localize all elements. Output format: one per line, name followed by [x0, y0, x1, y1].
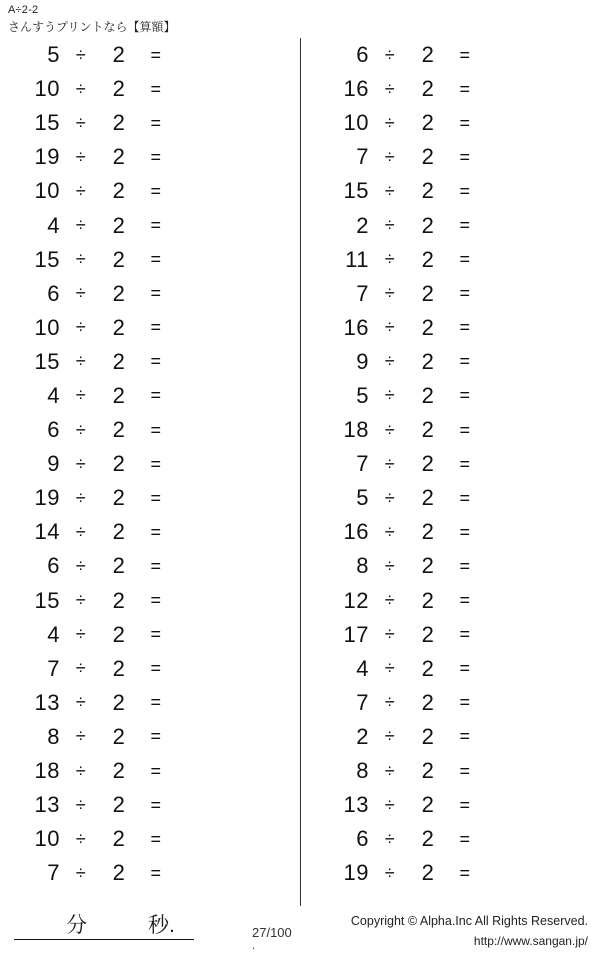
problem-row [0, 686, 300, 720]
dividend: 15 [34, 246, 60, 272]
division-operator: ÷ [384, 249, 396, 270]
dividend: 5 [356, 382, 369, 408]
dividend: 13 [34, 792, 60, 818]
division-operator: ÷ [384, 283, 396, 304]
dividend: 8 [356, 553, 369, 579]
dividend: 15 [34, 348, 60, 374]
division-operator: ÷ [384, 692, 396, 713]
division-operator: ÷ [384, 862, 396, 883]
problem-row [0, 515, 300, 549]
page-footer [0, 906, 600, 954]
dividend: 7 [47, 860, 60, 886]
divisor: 2 [421, 758, 435, 784]
divisor: 2 [112, 144, 126, 170]
problem-row [0, 481, 300, 515]
division-operator: ÷ [384, 317, 396, 338]
divisor: 2 [112, 587, 126, 613]
division-operator: ÷ [384, 78, 396, 99]
equals-sign: = [150, 215, 162, 236]
division-operator: ÷ [384, 112, 396, 133]
equals-sign: = [459, 862, 471, 883]
equals-sign: = [150, 78, 162, 99]
equals-sign: = [150, 555, 162, 576]
division-operator: ÷ [75, 624, 87, 645]
divisor: 2 [112, 110, 126, 136]
division-operator: ÷ [75, 78, 87, 99]
divisor: 2 [421, 451, 435, 477]
copyright-text: Copyright © Alpha.Inc All Rights Reserved. [350, 914, 588, 928]
dividend: 6 [47, 417, 60, 443]
problem-row [301, 208, 600, 242]
problem-row [301, 515, 600, 549]
equals-sign: = [459, 692, 471, 713]
divisor: 2 [421, 417, 435, 443]
problem-row [0, 379, 300, 413]
equals-sign: = [459, 283, 471, 304]
page-header [8, 4, 176, 35]
divisor: 2 [421, 826, 435, 852]
divisor: 2 [421, 382, 435, 408]
dividend: 15 [34, 587, 60, 613]
divisor: 2 [112, 485, 126, 511]
problem-row [301, 345, 600, 379]
equals-sign: = [150, 624, 162, 645]
division-operator: ÷ [384, 351, 396, 372]
division-operator: ÷ [75, 453, 87, 474]
problem-row [301, 720, 600, 754]
division-operator: ÷ [75, 146, 87, 167]
division-operator: ÷ [75, 555, 87, 576]
divisor: 2 [421, 860, 435, 886]
problem-row [0, 549, 300, 583]
divisor: 2 [421, 314, 435, 340]
problem-row [0, 413, 300, 447]
division-operator: ÷ [384, 453, 396, 474]
divisor: 2 [112, 212, 126, 238]
divisor: 2 [421, 246, 435, 272]
divisor: 2 [421, 348, 435, 374]
problem-row [301, 754, 600, 788]
divisor: 2 [112, 621, 126, 647]
dividend: 10 [34, 314, 60, 340]
dividend: 13 [343, 792, 369, 818]
division-operator: ÷ [75, 112, 87, 133]
divisor: 2 [112, 826, 126, 852]
equals-sign: = [459, 453, 471, 474]
division-operator: ÷ [75, 726, 87, 747]
equals-sign: = [150, 351, 162, 372]
problem-row [301, 311, 600, 345]
dividend: 14 [34, 519, 60, 545]
division-operator: ÷ [384, 555, 396, 576]
division-operator: ÷ [75, 249, 87, 270]
problem-row [301, 788, 600, 822]
problem-row [0, 584, 300, 618]
dividend: 18 [343, 417, 369, 443]
dividend: 7 [356, 144, 369, 170]
division-operator: ÷ [384, 215, 396, 236]
division-operator: ÷ [384, 828, 396, 849]
dividend: 16 [343, 76, 369, 102]
divisor: 2 [421, 723, 435, 749]
equals-sign: = [150, 794, 162, 815]
problem-row [301, 174, 600, 208]
division-operator: ÷ [75, 658, 87, 679]
divisor: 2 [112, 689, 126, 715]
dividend: 5 [47, 42, 60, 68]
equals-sign: = [459, 590, 471, 611]
dividend: 17 [343, 621, 369, 647]
minutes-label: 分 [66, 914, 87, 937]
equals-sign: = [150, 453, 162, 474]
website-url[interactable]: http://www.sangan.jp/ [473, 934, 588, 948]
dividend: 4 [356, 655, 369, 681]
equals-sign: = [459, 487, 471, 508]
dividend: 18 [34, 758, 60, 784]
equals-sign: = [150, 521, 162, 542]
problem-row [0, 345, 300, 379]
worksheet-title: さんすうプリントなら【算額】 [8, 19, 176, 34]
division-operator: ÷ [384, 590, 396, 611]
equals-sign: = [459, 78, 471, 99]
dividend: 16 [343, 519, 369, 545]
equals-sign: = [459, 146, 471, 167]
equals-sign: = [150, 146, 162, 167]
divisor: 2 [421, 212, 435, 238]
problem-row [0, 447, 300, 481]
equals-sign: = [459, 44, 471, 65]
seconds-label: 秒. [148, 914, 175, 937]
equals-sign: = [459, 419, 471, 440]
dividend: 10 [34, 826, 60, 852]
problem-row [301, 856, 600, 890]
divisor: 2 [112, 280, 126, 306]
equals-sign: = [150, 487, 162, 508]
divisor: 2 [421, 587, 435, 613]
problem-row [0, 618, 300, 652]
dividend: 6 [47, 280, 60, 306]
divisor: 2 [112, 76, 126, 102]
divisor: 2 [112, 723, 126, 749]
equals-sign: = [150, 249, 162, 270]
dividend: 9 [356, 348, 369, 374]
divisor: 2 [112, 758, 126, 784]
divisor: 2 [421, 485, 435, 511]
problem-row [301, 549, 600, 583]
division-operator: ÷ [384, 385, 396, 406]
divisor: 2 [421, 178, 435, 204]
division-operator: ÷ [75, 215, 87, 236]
equals-sign: = [150, 590, 162, 611]
problem-row [0, 856, 300, 890]
problem-row [0, 38, 300, 72]
divisor: 2 [112, 655, 126, 681]
division-operator: ÷ [75, 44, 87, 65]
divisor: 2 [421, 689, 435, 715]
divisor: 2 [112, 451, 126, 477]
problem-row [0, 277, 300, 311]
divisor: 2 [421, 655, 435, 681]
equals-sign: = [459, 215, 471, 236]
equals-sign: = [459, 521, 471, 542]
problem-row [301, 277, 600, 311]
dividend: 7 [356, 451, 369, 477]
divisor: 2 [421, 792, 435, 818]
divisor: 2 [421, 519, 435, 545]
divisor: 2 [112, 178, 126, 204]
division-operator: ÷ [75, 283, 87, 304]
equals-sign: = [459, 317, 471, 338]
problem-row [0, 72, 300, 106]
divisor: 2 [421, 42, 435, 68]
division-operator: ÷ [384, 760, 396, 781]
problem-column-right [300, 38, 600, 906]
problem-row [301, 106, 600, 140]
division-operator: ÷ [75, 794, 87, 815]
dividend: 4 [47, 382, 60, 408]
division-operator: ÷ [75, 351, 87, 372]
division-operator: ÷ [75, 180, 87, 201]
problem-columns [0, 38, 600, 906]
division-operator: ÷ [384, 44, 396, 65]
equals-sign: = [150, 692, 162, 713]
equals-sign: = [459, 351, 471, 372]
dividend: 8 [356, 758, 369, 784]
divisor: 2 [112, 246, 126, 272]
problem-row [301, 38, 600, 72]
equals-sign: = [150, 419, 162, 440]
problem-row [301, 243, 600, 277]
problem-row [0, 243, 300, 277]
equals-sign: = [150, 726, 162, 747]
problem-row [0, 174, 300, 208]
worksheet-code: A÷2-2 [8, 4, 39, 16]
division-operator: ÷ [75, 317, 87, 338]
equals-sign: = [459, 828, 471, 849]
division-operator: ÷ [384, 419, 396, 440]
problem-row [301, 379, 600, 413]
equals-sign: = [459, 180, 471, 201]
equals-sign: = [150, 760, 162, 781]
problem-row [0, 140, 300, 174]
division-operator: ÷ [384, 794, 396, 815]
problem-column-left [0, 38, 300, 906]
divisor: 2 [112, 314, 126, 340]
equals-sign: = [459, 112, 471, 133]
divisor: 2 [421, 76, 435, 102]
dividend: 4 [47, 621, 60, 647]
dividend: 19 [343, 860, 369, 886]
dividend: 10 [343, 110, 369, 136]
problem-row [0, 311, 300, 345]
equals-sign: = [150, 283, 162, 304]
dividend: 10 [34, 76, 60, 102]
equals-sign: = [459, 658, 471, 679]
problem-row [301, 447, 600, 481]
dividend: 16 [343, 314, 369, 340]
division-operator: ÷ [384, 146, 396, 167]
equals-sign: = [459, 385, 471, 406]
equals-sign: = [150, 180, 162, 201]
problem-row [301, 140, 600, 174]
division-operator: ÷ [75, 590, 87, 611]
divisor: 2 [112, 382, 126, 408]
division-operator: ÷ [75, 419, 87, 440]
dividend: 13 [34, 689, 60, 715]
divisor: 2 [112, 348, 126, 374]
equals-sign: = [150, 658, 162, 679]
division-operator: ÷ [75, 385, 87, 406]
dividend: 10 [34, 178, 60, 204]
problem-row [0, 652, 300, 686]
division-operator: ÷ [75, 521, 87, 542]
dividend: 8 [47, 723, 60, 749]
equals-sign: = [150, 862, 162, 883]
dividend: 4 [47, 212, 60, 238]
problem-row [301, 686, 600, 720]
dividend: 12 [343, 587, 369, 613]
dividend: 19 [34, 144, 60, 170]
dividend: 7 [356, 689, 369, 715]
problem-row [301, 584, 600, 618]
problem-row [301, 413, 600, 447]
dividend: 6 [47, 553, 60, 579]
equals-sign: = [150, 317, 162, 338]
division-operator: ÷ [384, 521, 396, 542]
dividend: 2 [356, 723, 369, 749]
dividend: 11 [345, 246, 369, 272]
equals-sign: = [459, 794, 471, 815]
dividend: 15 [34, 110, 60, 136]
dividend: 9 [47, 451, 60, 477]
divisor: 2 [421, 144, 435, 170]
problem-row [0, 788, 300, 822]
problem-row [301, 652, 600, 686]
equals-sign: = [150, 385, 162, 406]
dividend: 15 [343, 178, 369, 204]
dividend: 2 [356, 212, 369, 238]
division-operator: ÷ [384, 487, 396, 508]
divisor: 2 [112, 860, 126, 886]
equals-sign: = [459, 624, 471, 645]
problem-row [0, 754, 300, 788]
dividend: 6 [356, 42, 369, 68]
page-number-dot: . [252, 940, 256, 952]
dividend: 19 [34, 485, 60, 511]
dividend: 7 [47, 655, 60, 681]
equals-sign: = [150, 44, 162, 65]
division-operator: ÷ [75, 760, 87, 781]
division-operator: ÷ [384, 726, 396, 747]
equals-sign: = [150, 112, 162, 133]
problem-row [0, 720, 300, 754]
divisor: 2 [421, 110, 435, 136]
dividend: 7 [356, 280, 369, 306]
equals-sign: = [459, 726, 471, 747]
problem-row [301, 481, 600, 515]
problem-row [301, 618, 600, 652]
dividend: 6 [356, 826, 369, 852]
divisor: 2 [112, 417, 126, 443]
dividend: 5 [356, 485, 369, 511]
problem-row [301, 822, 600, 856]
equals-sign: = [459, 249, 471, 270]
divisor: 2 [112, 519, 126, 545]
division-operator: ÷ [384, 180, 396, 201]
divisor: 2 [421, 280, 435, 306]
problem-row [0, 822, 300, 856]
problem-row [301, 72, 600, 106]
divisor: 2 [112, 553, 126, 579]
problem-row [0, 208, 300, 242]
equals-sign: = [459, 555, 471, 576]
equals-sign: = [150, 828, 162, 849]
division-operator: ÷ [75, 828, 87, 849]
time-entry-line[interactable] [14, 909, 194, 940]
divisor: 2 [421, 553, 435, 579]
division-operator: ÷ [75, 862, 87, 883]
divisor: 2 [112, 792, 126, 818]
division-operator: ÷ [75, 487, 87, 508]
page-number: 27/100 [252, 925, 292, 940]
division-operator: ÷ [384, 658, 396, 679]
division-operator: ÷ [75, 692, 87, 713]
divisor: 2 [421, 621, 435, 647]
equals-sign: = [459, 760, 471, 781]
divisor: 2 [112, 42, 126, 68]
problem-row [0, 106, 300, 140]
division-operator: ÷ [384, 624, 396, 645]
